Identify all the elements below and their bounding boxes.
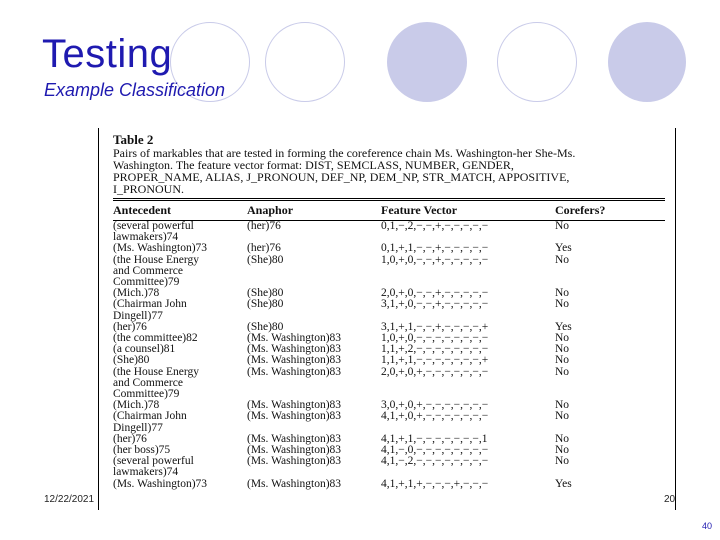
cell-feature-vector: 2,0,+,0,+,−,−,−,−,−,−,− xyxy=(381,366,489,378)
cell-anaphor: (She)80 xyxy=(247,288,284,300)
cell-antecedent: (her)76 xyxy=(113,321,147,333)
slide-number: 40 xyxy=(702,521,713,531)
cell-corefers: No xyxy=(555,411,570,423)
cell-anaphor: (Ms. Washington)83 xyxy=(247,411,342,423)
cell-antecedent: (She)80 xyxy=(113,355,150,367)
caption-line: I_PRONOUN. xyxy=(113,182,185,196)
cell-anaphor: (She)80 xyxy=(247,321,284,333)
table-row xyxy=(113,311,665,322)
cell-anaphor: (Ms. Washington)83 xyxy=(247,366,342,378)
cell-corefers: No xyxy=(555,400,570,412)
cell-anaphor: (She)80 xyxy=(247,254,284,266)
cell-corefers: No xyxy=(555,456,570,468)
cell-feature-vector xyxy=(381,232,555,243)
cell-antecedent: (her boss)75 xyxy=(113,445,171,457)
cell-antecedent: Committee)79 xyxy=(113,277,180,289)
cell-anaphor: (Ms. Washington)83 xyxy=(247,456,342,468)
table-row xyxy=(113,389,665,400)
cell-feature-vector xyxy=(381,277,555,288)
cell-antecedent: (the House Energy xyxy=(113,254,200,266)
cell-anaphor: (Ms. Washington)83 xyxy=(247,344,342,356)
page-number: 20 xyxy=(664,494,676,505)
cell-anaphor: (her)76 xyxy=(247,221,281,232)
cell-feature-vector: 1,0,+,0,−,−,−,−,−,−,−,− xyxy=(381,333,489,345)
table-row xyxy=(113,299,665,310)
cell-antecedent: (Ms. Washington)73 xyxy=(113,243,208,255)
cell-feature-vector: 3,0,+,0,+,−,−,−,−,−,−,− xyxy=(381,400,489,412)
cell-antecedent: Dingell)77 xyxy=(113,422,163,434)
decorative-circle-4 xyxy=(497,22,577,102)
table-label: Table 2 xyxy=(113,132,154,147)
cell-anaphor xyxy=(247,232,381,243)
cell-corefers: No xyxy=(555,333,570,345)
cell-antecedent: (several powerful xyxy=(113,221,194,232)
decorative-circle-2 xyxy=(265,22,345,102)
cell-anaphor xyxy=(247,311,381,322)
cell-antecedent: (Ms. Washington)73 xyxy=(113,478,208,490)
cell-anaphor: (Ms. Washington)83 xyxy=(247,400,342,412)
table-row xyxy=(113,266,665,277)
cell-corefers xyxy=(555,232,615,243)
table-row xyxy=(113,479,665,490)
cell-feature-vector: 1,1,+,1,−,−,−,−,−,−,−,+ xyxy=(381,355,489,367)
cell-antecedent: (Mich.)78 xyxy=(113,288,160,300)
cell-corefers: No xyxy=(555,433,570,445)
cell-feature-vector: 1,0,+,0,−,−,+,−,−,−,−,− xyxy=(381,254,489,266)
cell-anaphor: (Ms. Washington)83 xyxy=(247,445,342,457)
cell-corefers xyxy=(555,378,615,389)
table-row xyxy=(113,445,665,456)
cell-corefers: No xyxy=(555,254,570,266)
cell-feature-vector: 4,1,−,0,−,−,−,−,−,−,−,− xyxy=(381,445,489,457)
cell-antecedent: (the committee)82 xyxy=(113,333,198,345)
table-row xyxy=(113,255,665,266)
table-row xyxy=(113,322,665,333)
cell-feature-vector: 4,1,+,0,+,−,−,−,−,−,−,− xyxy=(381,411,489,423)
cell-feature-vector xyxy=(381,389,555,400)
cell-corefers xyxy=(555,467,615,478)
cell-feature-vector: 4,1,−,2,−,−,−,−,−,−,−,− xyxy=(381,456,489,468)
cell-corefers: No xyxy=(555,366,570,378)
cell-feature-vector xyxy=(381,467,555,478)
cell-corefers xyxy=(555,423,615,434)
table-row xyxy=(113,221,665,232)
cell-anaphor: (Ms. Washington)83 xyxy=(247,355,342,367)
cell-corefers: Yes xyxy=(555,243,572,255)
header-feature-vector: Feature Vector xyxy=(381,203,458,217)
table-row xyxy=(113,411,665,422)
cell-feature-vector: 3,1,+,1,−,−,+,−,−,−,−,+ xyxy=(381,321,489,333)
cell-anaphor xyxy=(247,423,381,434)
cell-antecedent: and Commerce xyxy=(113,265,183,277)
decorative-circle-5 xyxy=(608,22,686,102)
cell-antecedent: (her)76 xyxy=(113,433,147,445)
cell-antecedent: Committee)79 xyxy=(113,389,180,401)
cell-corefers: Yes xyxy=(555,321,572,333)
cell-antecedent: (Chairman John xyxy=(113,411,187,423)
cell-feature-vector xyxy=(381,378,555,389)
cell-anaphor xyxy=(247,266,381,277)
table-row xyxy=(113,467,665,478)
cell-feature-vector: 4,1,+,1,+,−,−,−,+,−,−,− xyxy=(381,478,489,490)
cell-corefers: No xyxy=(555,299,570,311)
cell-anaphor xyxy=(247,389,381,400)
table-row xyxy=(113,378,665,389)
cell-antecedent: (a counsel)81 xyxy=(113,344,176,356)
table-row xyxy=(113,434,665,445)
slide-title: Testing xyxy=(42,32,173,76)
table-content xyxy=(113,134,665,490)
cell-feature-vector: 4,1,+,1,−,−,−,−,−,−,−,1 xyxy=(381,433,488,445)
header-antecedent: Antecedent xyxy=(113,203,171,217)
table-top-rule xyxy=(113,198,665,201)
table-image xyxy=(98,128,676,510)
table-row xyxy=(113,344,665,355)
cell-feature-vector: 1,1,+,2,−,−,−,−,−,−,−,− xyxy=(381,344,489,356)
cell-feature-vector: 0,1,−,2,−,−,+,−,−,−,−,− xyxy=(381,221,489,232)
cell-corefers xyxy=(555,389,615,400)
table-row xyxy=(113,288,665,299)
table-row xyxy=(113,232,665,243)
header-corefers: Corefers? xyxy=(555,203,606,217)
table-body xyxy=(113,221,665,490)
caption-line: Washington. The feature vector format: DIST, SEMCLASS, NUMBER, GENDER, xyxy=(113,158,514,172)
cell-feature-vector xyxy=(381,266,555,277)
cell-antecedent: (Chairman John xyxy=(113,299,187,311)
cell-antecedent: and Commerce xyxy=(113,377,183,389)
cell-anaphor: (her)76 xyxy=(247,243,281,255)
cell-corefers: Yes xyxy=(555,478,572,490)
table-row xyxy=(113,423,665,434)
table-row xyxy=(113,277,665,288)
table-row xyxy=(113,367,665,378)
slide-subtitle: Example Classification xyxy=(44,80,226,100)
cell-corefers: No xyxy=(555,355,570,367)
table-caption xyxy=(113,147,665,195)
table-row xyxy=(113,333,665,344)
cell-antecedent: lawmakers)74 xyxy=(113,232,179,244)
header-anaphor: Anaphor xyxy=(247,203,294,217)
cell-anaphor: (She)80 xyxy=(247,299,284,311)
cell-anaphor: (Ms. Washington)83 xyxy=(247,333,342,345)
slide-date: 12/22/2021 xyxy=(44,494,95,505)
cell-corefers xyxy=(555,277,615,288)
cell-feature-vector xyxy=(381,423,555,434)
cell-corefers: No xyxy=(555,445,570,457)
cell-anaphor xyxy=(247,467,381,478)
cell-antecedent: (Mich.)78 xyxy=(113,400,160,412)
caption-line: Pairs of markables that are tested in forming the coreference chain Ms. Washington-her She-Ms. xyxy=(113,146,576,160)
table-row xyxy=(113,243,665,254)
cell-antecedent: Dingell)77 xyxy=(113,310,163,322)
cell-anaphor: (Ms. Washington)83 xyxy=(247,433,342,445)
table-header-row xyxy=(113,203,665,217)
cell-anaphor: (Ms. Washington)83 xyxy=(247,478,342,490)
cell-corefers xyxy=(555,266,615,277)
cell-feature-vector: 2,0,+,0,−,−,+,−,−,−,−,− xyxy=(381,288,489,300)
cell-antecedent: (the House Energy xyxy=(113,366,200,378)
caption-line: PROPER_NAME, ALIAS, J_PRONOUN, DEF_NP, DEM_NP, STR_MATCH, APPOSITIVE, xyxy=(113,170,570,184)
cell-feature-vector xyxy=(381,311,555,322)
cell-feature-vector: 3,1,+,0,−,−,+,−,−,−,−,− xyxy=(381,299,489,311)
table-row xyxy=(113,456,665,467)
cell-corefers: No xyxy=(555,221,570,232)
cell-anaphor xyxy=(247,277,381,288)
cell-anaphor xyxy=(247,378,381,389)
cell-antecedent: lawmakers)74 xyxy=(113,467,179,479)
cell-corefers: No xyxy=(555,288,570,300)
table-row xyxy=(113,400,665,411)
cell-corefers xyxy=(555,311,615,322)
table-row xyxy=(113,355,665,366)
decorative-circle-3 xyxy=(387,22,467,102)
cell-corefers: No xyxy=(555,344,570,356)
cell-feature-vector: 0,1,+,1,−,−,+,−,−,−,−,− xyxy=(381,243,489,255)
cell-antecedent: (several powerful xyxy=(113,456,194,468)
